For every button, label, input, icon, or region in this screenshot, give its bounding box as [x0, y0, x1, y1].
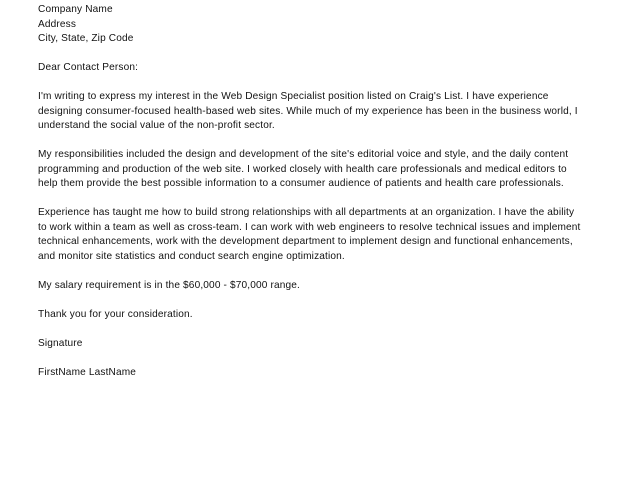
sender-address-block: [38, 3, 630, 47]
paragraph-experience: [38, 206, 630, 264]
paragraph-line: help them provide the best possible information to a consumer audience of patients and health care professionals.: [38, 178, 564, 189]
spacer: [38, 322, 630, 337]
letter-document: [38, 3, 630, 380]
company-name: Company Name: [38, 4, 113, 15]
paragraph-line: to work within a team as well as cross-team. I can work with web engineers to resolve technical issues and implement: [38, 221, 581, 233]
spacer: [38, 47, 630, 62]
paragraph-line: technical enhancements, work with the development department to implement design and functional enhancements,: [38, 236, 573, 247]
paragraph-line: Experience has taught me how to build strong relationships with all departments at an organization. I have the ability: [38, 207, 575, 218]
paragraph-line: My responsibilities included the design and development of the site's editorial voice and style, and the daily content: [38, 149, 569, 160]
paragraph-line: Thank you for your consideration.: [38, 308, 193, 320]
paragraph-line: programming and production of the web site. I worked closely with health care professionals and medical editors to: [38, 163, 567, 175]
paragraph-salary: [38, 279, 630, 294]
paragraph-line: designing consumer-focused health-based web sites. While much of my experience has been in the business world, I: [38, 105, 578, 117]
spacer: [38, 264, 630, 279]
spacer: [38, 351, 630, 366]
spacer: [38, 76, 630, 91]
address-line: Address: [38, 18, 77, 30]
signature-label: Signature: [38, 337, 83, 349]
salutation: Dear Contact Person:: [38, 62, 139, 73]
signer-name: FirstName LastName: [38, 366, 137, 378]
paragraph-line: I'm writing to express my interest in the Web Design Specialist position listed on Craig's List. I have experience: [38, 91, 549, 102]
paragraph-line: My salary requirement is in the $60,000 - $70,000 range.: [38, 279, 301, 291]
paragraph-line: and monitor site statistics and conduct search engine optimization.: [38, 250, 345, 262]
paragraph-thanks: [38, 308, 630, 323]
city-state-zip: City, State, Zip Code: [38, 33, 134, 44]
spacer: [38, 293, 630, 308]
spacer: [38, 192, 630, 207]
paragraph-line: understand the social value of the non-profit sector.: [38, 120, 275, 131]
spacer: [38, 134, 630, 149]
paragraph-responsibilities: [38, 148, 630, 192]
paragraph-interest: [38, 90, 630, 134]
